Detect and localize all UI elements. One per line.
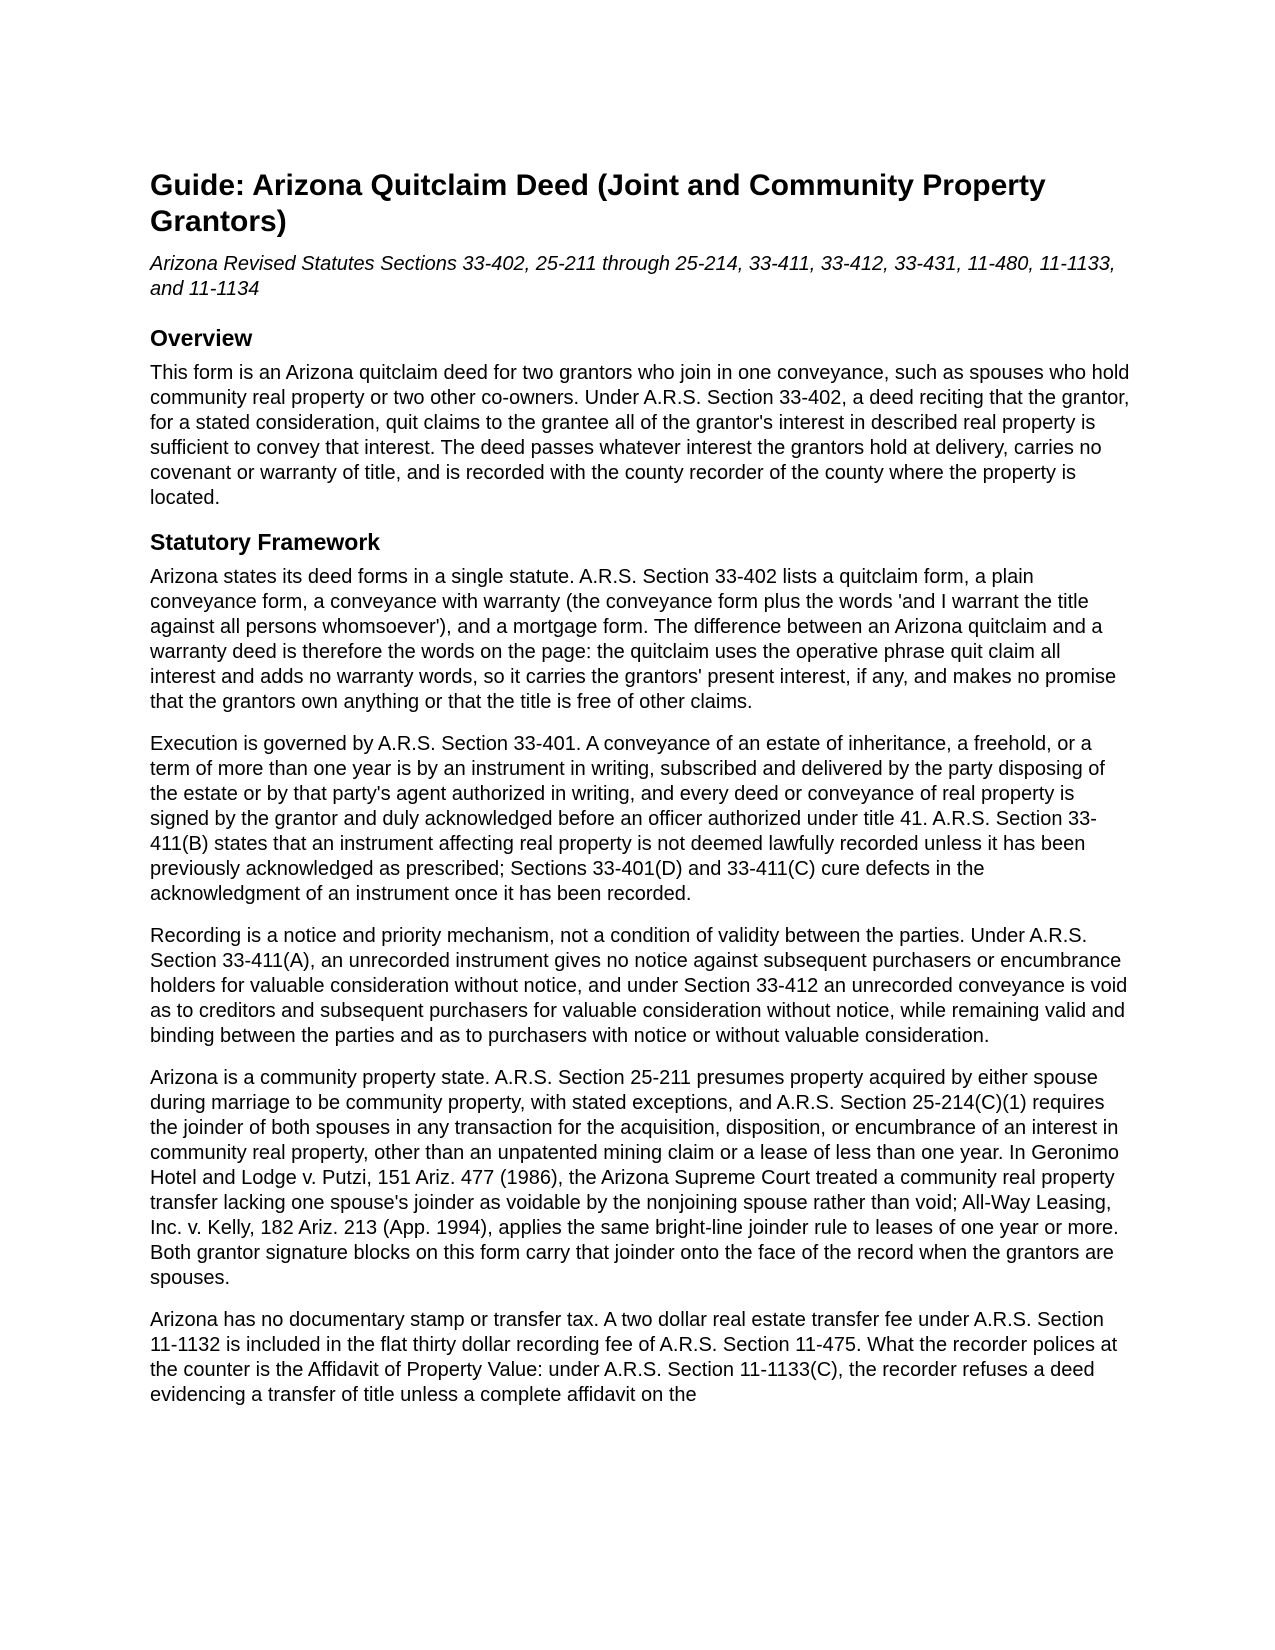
paragraph: This form is an Arizona quitclaim deed for two grantors who join in one conveyance, such as spouses who hold community real property or two other co-owners. Under A.R.S. Section 33-402, a deed reciting that the grantor, for a stated consideration, quit claims to the grantee all of the grantor's interest in described real property is sufficient to convey that interest. The deed passes whatever interest the grantors hold at delivery, carries no covenant or warranty of title, and is recorded with the county recorder of the county where the property is located.	[150, 362, 1130, 509]
paragraph: Arizona states its deed forms in a single statute. A.R.S. Section 33-402 lists a quitclaim form, a plain conveyance form, a conveyance with warranty (the conveyance form plus the words 'and I warrant the title against all persons whomsoever'), and a mortgage form. The difference between an Arizona quitclaim and a warranty deed is therefore the words on the page: the quitclaim uses the operative phrase quit claim all interest and adds no warranty words, so it carries the grantors' present interest, if any, and makes no promise that the grantors own anything or that the title is free of other claims.	[150, 566, 1117, 713]
paragraph: Arizona has no documentary stamp or transfer tax. A two dollar real estate transfer fee under A.R.S. Section 11-1132 is included in the flat thirty dollar recording fee of A.R.S. Section 11-475. What the recorder polices at the counter is the Affidavit of Property Value: under A.R.S. Section 11-1133(C), the recorder refuses a deed evidencing a transfer of title unless a complete affidavit on the	[150, 1309, 1118, 1406]
section-overview	[150, 324, 1130, 511]
paragraph: Recording is a notice and priority mechanism, not a condition of validity between the parties. Under A.R.S. Section 33-411(A), an unrecorded instrument gives no notice against subsequent purchasers or encumbrance holders for valuable consideration without notice, and under Section 33-412 an unrecorded conveyance is void as to creditors and subsequent purchasers for valuable consideration without notice, while remaining valid and binding between the parties and as to purchasers with notice or without valuable consideration.	[150, 925, 1128, 1047]
paragraph: Arizona is a community property state. A.R.S. Section 25-211 presumes property acquired by either spouse during marriage to be community property, with stated exceptions, and A.R.S. Section 25-214(C)(1) requires the joinder of both spouses in any transaction for the acquisition, disposition, or encumbrance of an interest in community real property, other than an unpatented mining claim or a lease of less than one year. In Geronimo Hotel and Lodge v. Putzi, 151 Ariz. 477 (1986), the Arizona Supreme Court treated a community real property transfer lacking one spouse's joinder as voidable by the nonjoining spouse rather than void; All-Way Leasing, Inc. v. Kelly, 182 Ariz. 213 (App. 1994), applies the same bright-line joinder rule to leases of one year or more. Both grantor signature blocks on this form carry that joinder onto the face of the record when the grantors are spouses.	[150, 1067, 1120, 1289]
paragraph: Execution is governed by A.R.S. Section 33-401. A conveyance of an estate of inheritance, a freehold, or a term of more than one year is by an instrument in writing, subscribed and delivered by the party disposing of the estate or by that party's agent authorized in writing, and every deed or conveyance of real property is signed by the grantor and duly acknowledged before an officer authorized under title 41. A.R.S. Section 33-411(B) states that an instrument affecting real property is not deemed lawfully recorded unless it has been previously acknowledged as prescribed; Sections 33-401(D) and 33-411(C) cure defects in the acknowledgment of an instrument once it has been recorded.	[150, 733, 1105, 905]
statute-citation: Arizona Revised Statutes Sections 33-402, 25-211 through 25-214, 33-411, 33-412, 33-431, 11-480, 11-1133, and 11-1134	[150, 253, 1116, 300]
section-heading: Statutory Framework	[150, 529, 381, 555]
document-title: Guide: Arizona Quitclaim Deed (Joint and Community Property Grantors)	[150, 169, 1046, 238]
section-heading: Overview	[150, 325, 253, 351]
document-page	[150, 168, 1130, 1425]
section-statutory-framework	[150, 528, 1130, 1408]
